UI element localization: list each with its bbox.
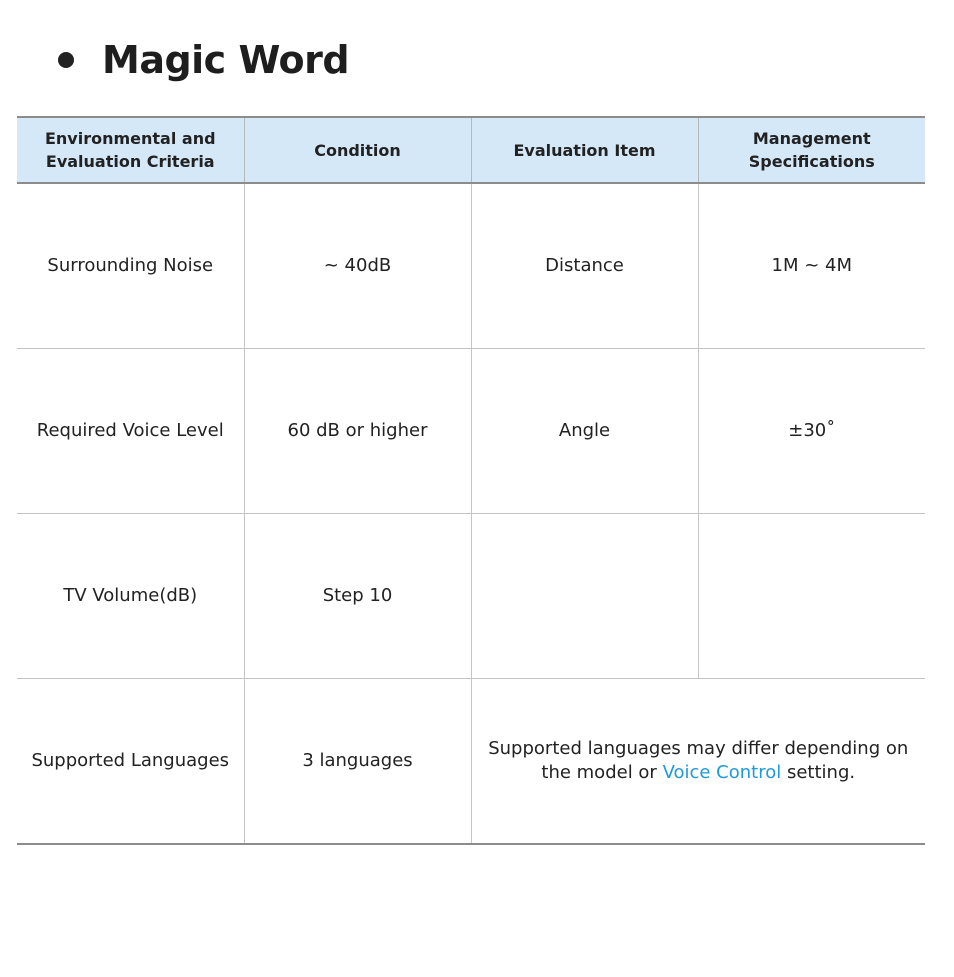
note-text-end: setting. — [781, 762, 856, 783]
cell-management-spec — [698, 514, 925, 679]
table-header — [17, 117, 925, 183]
header-condition: Condition — [244, 117, 471, 183]
voice-control-link[interactable]: Voice Control — [662, 762, 782, 783]
table-row — [17, 514, 925, 679]
cell-criteria: TV Volume(dB) — [17, 514, 244, 679]
cell-criteria: Supported Languages — [17, 679, 244, 845]
cell-criteria: Required Voice Level — [17, 349, 244, 514]
cell-condition: ~ 40dB — [244, 183, 471, 349]
page-title: Magic Word — [102, 38, 350, 82]
section-heading — [58, 30, 349, 90]
header-evaluation-item: Evaluation Item — [471, 117, 698, 183]
cell-languages-note — [471, 679, 925, 845]
cell-evaluation-item: Angle — [471, 349, 698, 514]
cell-evaluation-item — [471, 514, 698, 679]
header-criteria: Environmental and Evaluation Criteria — [17, 117, 244, 183]
cell-management-spec: ±30˚ — [698, 349, 925, 514]
cell-condition: Step 10 — [244, 514, 471, 679]
cell-evaluation-item: Distance — [471, 183, 698, 349]
header-management-spec: Management Specifications — [698, 117, 925, 183]
table-body — [17, 183, 925, 844]
header-row — [17, 117, 925, 183]
table-row — [17, 183, 925, 349]
cell-criteria: Surrounding Noise — [17, 183, 244, 349]
bullet-icon — [58, 52, 74, 68]
table-row — [17, 349, 925, 514]
table-row — [17, 679, 925, 845]
cell-condition: 60 dB or higher — [244, 349, 471, 514]
cell-management-spec: 1M ~ 4M — [698, 183, 925, 349]
cell-condition: 3 languages — [244, 679, 471, 845]
note-text: Supported languages may differ depending on the model or — [488, 738, 909, 783]
magic-word-spec-table — [17, 116, 925, 845]
